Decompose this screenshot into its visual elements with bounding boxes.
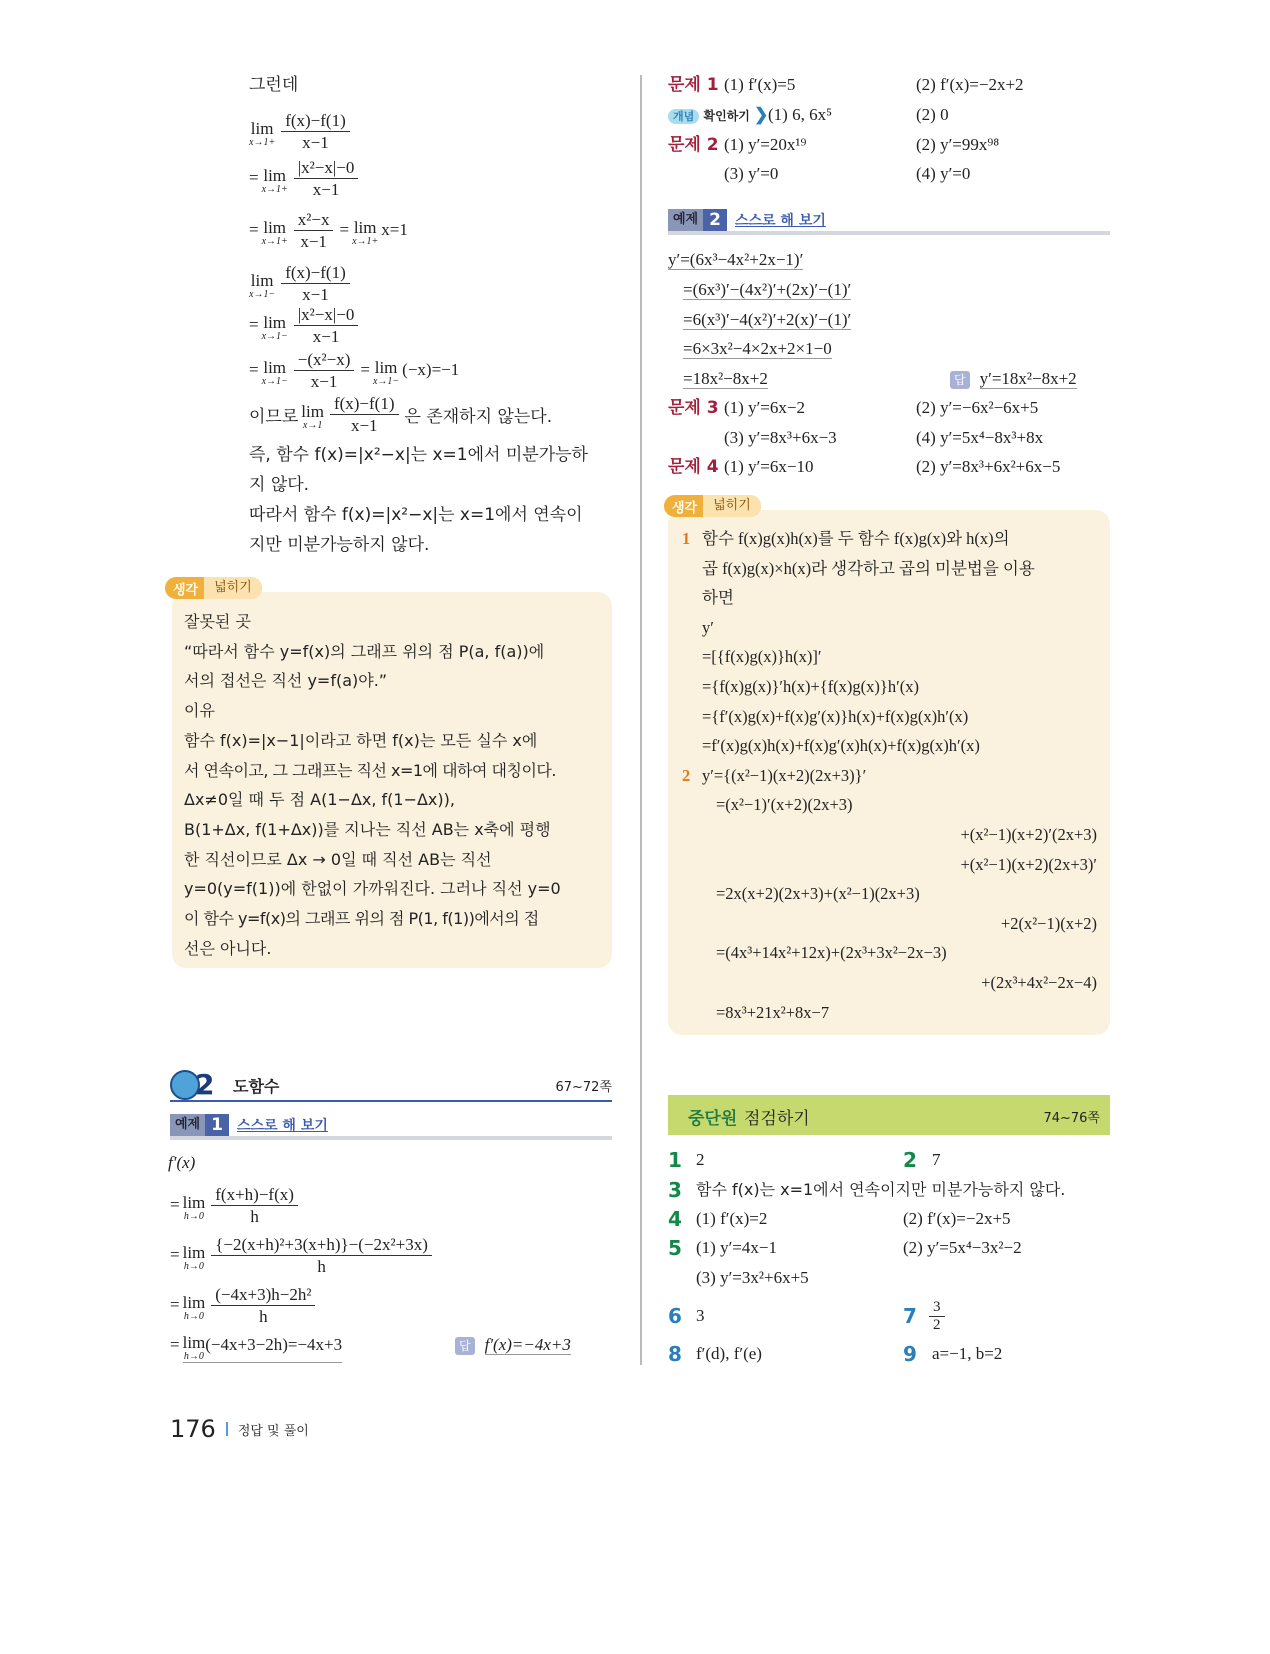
lim-sub: x→1−: [249, 289, 276, 300]
text-line: Δx≠0일 때 두 점 A(1−Δx, f(1−Δx)),: [184, 790, 455, 810]
numerator: 3: [929, 1299, 945, 1317]
numerator: f(x)−f(1): [281, 110, 350, 132]
think-tag: [664, 495, 761, 517]
review-pages: 74~76쪽: [1043, 1111, 1100, 1126]
equals: =: [249, 315, 259, 334]
denominator: x−1: [302, 132, 329, 152]
text-line: 선은 아니다.: [184, 938, 272, 958]
lim-sub: x→1−: [261, 376, 288, 387]
calc-line: =6×3x²−4×2x+2×1−0: [683, 339, 832, 358]
footer-separator: [226, 1422, 228, 1436]
review-answer: (1) f′(x)=2: [696, 1209, 768, 1228]
review-number: 3: [668, 1178, 682, 1202]
limit: [262, 167, 288, 195]
answer-text: (4) y′=0: [916, 164, 971, 183]
review-answer: 3: [696, 1306, 705, 1325]
answer-text: f′(x)=−4x+3: [484, 1335, 571, 1354]
lim-sub: h→0: [183, 1311, 204, 1322]
review-answer: 2: [696, 1150, 705, 1169]
fraction: [211, 1184, 298, 1227]
lim-sub: h→0: [183, 1211, 204, 1222]
fraction: [281, 110, 350, 153]
review-header: [668, 1095, 1110, 1135]
limit: [262, 359, 288, 387]
limit: [183, 1244, 206, 1272]
denominator: 2: [933, 1316, 941, 1333]
think-content-2: [682, 524, 1097, 1027]
calc-line: [249, 205, 408, 255]
section-title: 도함수: [233, 1077, 280, 1096]
answer-text: (2) y′=8x³+6x²+6x−5: [916, 457, 1061, 476]
lim-sub: x→1+: [261, 184, 288, 195]
text-line: 함수 f(x)g(x)h(x)를 두 함수 f(x)g(x)와 h(x)의: [702, 529, 1010, 548]
text-line: 곱 f(x)g(x)×h(x)라 생각하고 곱의 미분법을 이용: [702, 558, 1035, 578]
footer: [170, 1415, 309, 1443]
equals: =: [249, 360, 259, 379]
review-answer: (2) y′=5x⁴−3x²−2: [903, 1238, 1022, 1257]
denominator: h: [250, 1206, 259, 1226]
intro-text: 그런데: [249, 75, 299, 95]
lim-text: lim: [250, 271, 274, 290]
text-line: =8x³+21x²+8x−7: [716, 1002, 830, 1022]
paragraph-line: 지만 미분가능하지 않다.: [249, 535, 430, 555]
problem-label: 문제 2: [668, 135, 719, 155]
text-line: 한 직선이므로 Δx → 0일 때 직선 AB는 직선: [184, 849, 492, 869]
underlined-expr: [183, 1328, 343, 1363]
lim-sub: h→0: [183, 1350, 204, 1362]
text-line: =2x(x+2)(2x+3)+(x²−1)(2x+3): [716, 884, 920, 904]
section-pages: 67~72쪽: [555, 1080, 612, 1095]
answer-badge: 답: [950, 371, 970, 389]
answer-text: (1) y′=6x−2: [724, 398, 805, 417]
limit: [262, 314, 288, 342]
equals: =: [339, 220, 350, 239]
numerator: f(x)−f(1): [281, 262, 350, 284]
answer-text: (2) y′=99x⁹⁸: [916, 135, 1000, 154]
equals: =: [249, 168, 259, 187]
text-line: +(2x³+4x²−2x−4): [981, 972, 1097, 992]
answer-text: (1) y′=20x¹⁹: [724, 135, 807, 154]
answer-text: (1) f′(x)=5: [724, 75, 796, 94]
tag-label: 넓히기: [703, 495, 761, 517]
text-line: ={f′(x)g(x)+f(x)g′(x)}h(x)+f(x)g(x)h′(x): [702, 706, 969, 726]
text: 은 존재하지 않는다.: [404, 406, 553, 427]
example-label: 예제: [170, 1114, 205, 1136]
example-1-header: [170, 1114, 612, 1140]
expression: x=1: [381, 220, 408, 239]
limit: [249, 120, 275, 148]
paragraph-line: 따라서 함수 f(x)=|x²−x|는 x=1에서 연속이: [249, 505, 583, 525]
lim-text: lim: [182, 1243, 206, 1262]
answer-text: (2) f′(x)=−2x+2: [916, 75, 1024, 94]
limit: [352, 219, 378, 247]
review-number: 5: [668, 1236, 682, 1260]
calc-line: [249, 345, 459, 395]
problem-label: 문제 3: [668, 398, 719, 418]
calc-line: [249, 106, 353, 156]
text-line: B(1+Δx, f(1+Δx))를 지나는 직선 AB는 x축에 평행: [184, 819, 551, 839]
review-number: 1: [668, 1148, 682, 1172]
page-number: 176: [170, 1415, 216, 1443]
answer-text: (2) 0: [916, 105, 949, 124]
text-line: 하면: [702, 588, 734, 608]
denominator: x−1: [350, 415, 378, 435]
denominator: x−1: [312, 326, 340, 346]
lim-text: lim: [250, 119, 274, 138]
lim-sub: x→1+: [352, 236, 379, 247]
concept-check: 개념 확인하기 ❯: [668, 102, 768, 128]
calc-line: [170, 1180, 301, 1230]
review-number: 2: [903, 1148, 917, 1172]
calc-line: =6(x³)′−4(x²)′+2(x)′−(1)′: [683, 310, 852, 329]
lim-text: lim: [263, 313, 287, 332]
example-label: 예제: [668, 209, 703, 231]
lim-sub: x→1−: [372, 376, 400, 387]
text: 이므로: [249, 406, 299, 427]
numerator: {−2(x+h)²+3(x+h)}−(−2x²+3x): [211, 1234, 432, 1256]
text-line: =[{f(x)g(x)}h(x)]′: [702, 647, 822, 667]
denominator: x−1: [302, 284, 329, 304]
review-answer: f′(d), f′(e): [696, 1344, 762, 1363]
text-line: =(4x³+14x²+12x)+(2x³+3x²−2x−3): [716, 943, 947, 963]
text-line: y=0(y=f(1))에 한없이 가까워진다. 그러나 직선 y=0: [184, 879, 561, 899]
calc-start: f′(x): [168, 1153, 196, 1172]
example-title: 스스로 해 보기: [734, 213, 826, 229]
text-line: =f′(x)g(x)h(x)+f(x)g′(x)h(x)+f(x)g(x)h′(x): [702, 736, 980, 756]
answer-text: (2) y′=−6x²−6x+5: [916, 398, 1039, 417]
denominator: h: [317, 1256, 326, 1276]
calc-line: [249, 153, 361, 203]
text-line: 서 연속이고, 그 그래프는 직선 x=1에 대하여 대칭이다.: [184, 760, 556, 780]
answer-text: (3) y′=8x³+6x−3: [724, 428, 837, 447]
expression: (−x)=−1: [402, 360, 460, 379]
numerator: (−4x+3)h−2h²: [211, 1284, 315, 1306]
lim-sub: x→1+: [249, 137, 276, 148]
fraction: [294, 209, 334, 252]
lim-text: lim: [182, 1193, 206, 1212]
answer: [950, 366, 1077, 392]
denominator: x−1: [300, 231, 327, 251]
answer-text: y′=18x²−8x+2: [979, 369, 1077, 388]
text-line: +(x²−1)(x+2)′(2x+3): [960, 824, 1097, 844]
answer-text: (1) 6, 6x⁵: [768, 105, 832, 124]
answer-text: (4) y′=5x⁴−8x³+8x: [916, 428, 1044, 447]
review-number: 8: [668, 1342, 682, 1366]
numerator: |x²−x|−0: [294, 157, 359, 179]
calc-line: =18x²−8x+2: [683, 369, 768, 388]
fraction: [294, 304, 359, 347]
limit: [373, 359, 399, 387]
numerator: |x²−x|−0: [294, 304, 359, 326]
answer-text: (3) y′=0: [724, 164, 779, 183]
lim-text: lim: [263, 218, 287, 237]
numerator: f(x)−f(1): [330, 393, 399, 415]
think-content: [184, 607, 561, 963]
equals: =: [360, 360, 370, 379]
review-title: 중단원: [688, 1109, 738, 1129]
calc-line: [249, 300, 361, 350]
example-number: 2: [703, 209, 727, 231]
lim-sub: h→0: [183, 1261, 204, 1272]
think-tag: [165, 577, 262, 599]
lim-text: lim: [182, 1332, 206, 1352]
paragraph-line: 지 않다.: [249, 475, 310, 495]
lim-sub: x→1+: [261, 236, 288, 247]
calc-line: [170, 1320, 342, 1370]
problem-label: 문제 1: [668, 75, 719, 95]
limit: [249, 272, 275, 300]
review-answer: 7: [932, 1150, 941, 1169]
lim-text: lim: [263, 166, 287, 185]
review-number: 9: [903, 1342, 917, 1366]
text-line: =(x²−1)′(x+2)(2x+3): [716, 795, 853, 815]
tag-label: 생각: [672, 500, 698, 516]
item-number: 2: [682, 765, 691, 785]
numerator: −(x²−x): [294, 349, 355, 371]
fraction: [211, 1234, 432, 1277]
text-line: 서의 접선은 직선 y=f(a)야.”: [184, 671, 388, 691]
problem-label: 문제 4: [668, 457, 719, 477]
equals: =: [170, 1295, 180, 1314]
review-number: 7: [903, 1304, 917, 1328]
review-answer: (1) y′=4x−1: [696, 1238, 777, 1257]
answer: [455, 1332, 571, 1358]
text-line: 함수 f(x)=|x−1|이라고 하면 f(x)는 모든 실수 x에: [184, 730, 538, 750]
fraction: [281, 262, 350, 305]
review-subtitle: 점검하기: [744, 1109, 810, 1129]
review-number: 4: [668, 1207, 682, 1231]
numerator: x²−x: [294, 209, 334, 231]
column-divider: [640, 75, 642, 1365]
text-line: 이 함수 y=f(x)의 그래프 위의 점 P(1, f(1))에서의 접: [184, 909, 539, 929]
answer-badge: 답: [455, 1337, 475, 1355]
denominator: h: [259, 1306, 268, 1326]
section-header: 2 도함수 67~72쪽: [170, 1070, 612, 1102]
example-2-header: [668, 209, 1110, 235]
limit: [262, 219, 288, 247]
lim-text: lim: [263, 358, 287, 377]
denominator: x−1: [312, 179, 340, 199]
example-number: 1: [205, 1114, 229, 1136]
denominator: x−1: [310, 371, 338, 391]
lim-text: lim: [374, 358, 398, 377]
calc-line: [170, 1230, 435, 1280]
text-line: y′: [702, 617, 714, 637]
footer-label: 정답 및 풀이: [237, 1423, 309, 1439]
expression: (−4x+3−2h)=−4x+3: [205, 1334, 343, 1354]
concept-label: 확인하기: [703, 109, 750, 123]
review-answer: [926, 1292, 948, 1340]
concept-badge: 개념: [668, 109, 699, 124]
equals: =: [170, 1335, 180, 1354]
lim-text: lim: [353, 218, 377, 237]
paragraph-line: 즉, 함수 f(x)=|x²−x|는 x=1에서 미분가능하: [249, 445, 588, 465]
calc-line: [249, 389, 552, 439]
limit: [183, 1334, 206, 1362]
lim-sub: x→1−: [261, 331, 288, 342]
tag-label: 생각: [173, 582, 199, 598]
lim-sub: x→1: [302, 420, 323, 431]
equals: =: [249, 220, 259, 239]
fraction: [294, 349, 355, 392]
equals: =: [170, 1245, 180, 1264]
text-line: +2(x²−1)(x+2): [1000, 913, 1097, 933]
fraction: [330, 393, 399, 436]
problem-1: [668, 72, 719, 98]
numerator: f(x+h)−f(x): [211, 1184, 298, 1206]
item-number: 1: [682, 529, 691, 548]
text-line: 이유: [184, 701, 215, 721]
review-answer: (3) y′=3x²+6x+5: [696, 1268, 809, 1287]
text-line: +(x²−1)(x+2)(2x+3)′: [960, 854, 1097, 874]
limit: [183, 1294, 206, 1322]
review-answer: a=−1, b=2: [932, 1344, 1003, 1363]
lim-text: lim: [182, 1293, 206, 1312]
text-line: ={f(x)g(x)}′h(x)+{f(x)g(x)}h′(x): [702, 676, 919, 696]
lim-text: lim: [301, 402, 324, 421]
review-answer: 함수 f(x)는 x=1에서 연속이지만 미분가능하지 않다.: [696, 1180, 1066, 1199]
calc-line: =(6x³)′−(4x²)′+(2x)′−(1)′: [683, 280, 852, 299]
calc-line: y′=(6x³−4x²+2x−1)′: [668, 250, 804, 269]
review-number: 6: [668, 1304, 682, 1328]
equals: =: [170, 1195, 180, 1214]
fraction: [294, 157, 359, 200]
text-line: y′={(x²−1)(x+2)(2x+3)}′: [702, 765, 867, 785]
tag-label: 넓히기: [204, 577, 262, 599]
example-title: 스스로 해 보기: [236, 1118, 328, 1134]
fraction: [929, 1299, 945, 1334]
text-line: 잘못된 곳: [184, 612, 251, 631]
limit: [183, 1194, 206, 1222]
text-line: “따라서 함수 y=f(x)의 그래프 위의 점 P(a, f(a))에: [184, 641, 545, 661]
review-answer: (2) f′(x)=−2x+5: [903, 1209, 1011, 1228]
answer-text: (1) y′=6x−10: [724, 457, 814, 476]
limit: [301, 403, 324, 431]
